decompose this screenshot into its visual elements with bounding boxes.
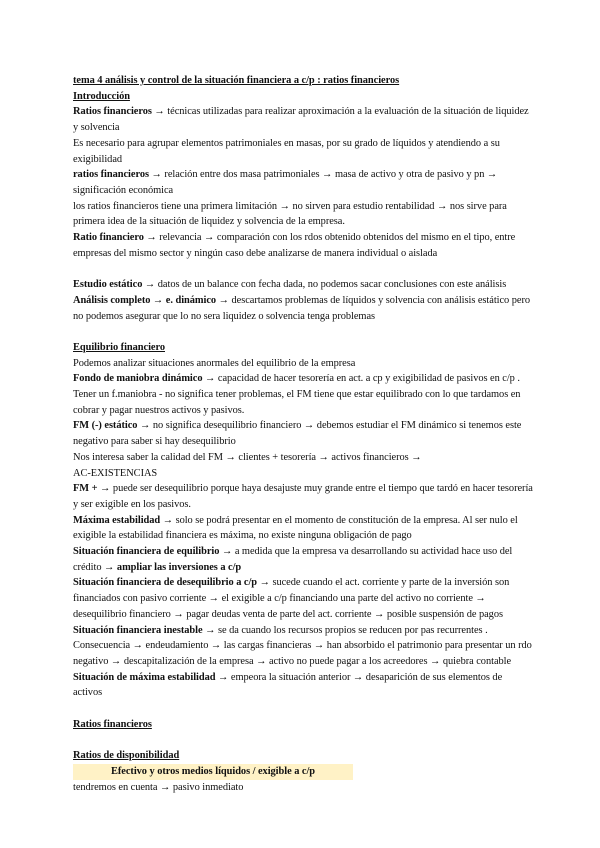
text: → a medida que la empresa va desarrollando su actividad hace uso del crédito: [73, 546, 513, 573]
text: puede ser desequilibrio porque haya desajuste muy grande entre el tiempo que tardó en hacer tesorería y ser exigible en los pasivos.: [73, 483, 533, 510]
text: → descartamos problemas de líquidos y solvencia con análisis estático pero no podemos asegurar que lo no sera liquidez o solvencia tenga problemas: [73, 294, 531, 322]
spacer: [73, 732, 533, 748]
paragraph: [73, 371, 533, 418]
paragraph: Nos interesa saber la calidad del FM → clientes + tesorería → activos financieros →: [73, 451, 422, 463]
text: → técnicas utilizadas para realizar aproximación a la evaluación de la situación de liquidez y solvencia: [73, 106, 529, 134]
term: → ampliar las inversiones a c/p: [104, 561, 242, 573]
term: Estudio estático: [73, 279, 143, 291]
paragraph: [73, 544, 533, 575]
term: Análisis completo → e. dinámico: [73, 294, 217, 306]
paragraph: [73, 418, 533, 449]
term: Situación financiera inestable: [73, 624, 203, 636]
equilibrium-heading: Equilibrio financiero: [73, 341, 165, 353]
paragraph: tendremos en cuenta → pasivo inmediato: [73, 781, 244, 793]
intro-heading: Introducción: [73, 90, 130, 102]
text: → datos de un balance con fecha dada, no podemos sacar conclusiones con este análisis: [142, 279, 507, 291]
term: Fondo de maniobra dinámico: [73, 373, 203, 385]
term: Ratios financieros: [73, 106, 152, 118]
term: Situación financiera de equilibrio: [73, 546, 220, 558]
paragraph: [73, 481, 533, 512]
term: Máxima estabilidad: [73, 514, 161, 526]
term: Ratio financiero: [73, 232, 144, 244]
term: FM + →: [73, 483, 111, 495]
paragraph: [73, 670, 533, 701]
document-page: [73, 73, 533, 795]
text: → relevancia → comparación con los rdos obtenido obtenidos del mismo en el tipo, entre empresas del mismo sector y ningún caso debe analizarse de manera individual o aislada: [73, 232, 516, 259]
text: → empeora la situación anterior → desaparición de sus elementos de activos: [73, 671, 503, 699]
text: → relación entre dos masa patrimoniales → masa de activo y otra de pasivo y pn → significación económica: [73, 169, 498, 196]
term: ratios financieros: [73, 169, 149, 181]
text: → se da cuando los recursos propios se reducen por pas recurrentes . Consecuencia → endeudamiento → las cargas financieras → han absorbido el patrimonio para presentar un rdo negativo → descapitalización de la empresa → activo no puede pagar a los acreedores → quiebra contable: [73, 624, 532, 667]
spacer: [73, 701, 533, 717]
spacer: [73, 324, 533, 340]
paragraph: [73, 104, 533, 135]
term: FM (-) estático: [73, 420, 138, 432]
paragraph: AC-EXISTENCIAS: [73, 467, 158, 479]
availability-heading: Ratios de disponibilidad: [73, 750, 180, 762]
document-title: tema 4 análisis y control de la situación financiera a c/p : ratios financieros: [73, 75, 400, 86]
spacer: [73, 261, 533, 277]
formula-line: [73, 764, 533, 780]
paragraph: Es necesario para agrupar elementos patrimoniales en masas, por su grado de líquidos y atendiendo a su exigibilidad: [73, 137, 500, 165]
paragraph: [73, 623, 533, 670]
text: → sucede cuando el act. corriente y parte de la inversión son financiados con pasivo corriente → el exigible a c/p financiando una parte del activo no corriente → desequilibrio financiero → pagar deudas venta de parte del act. corriente → posible suspensión de pagos: [73, 577, 510, 620]
paragraph: [73, 575, 533, 622]
text: → capacidad de hacer tesorería en act. a cp y exigibilidad de pasivos en c/p . Tener un f.maniobra - no significa tener problemas, el FM tiene que estar equilibrado con lo que tardamos en cobrar y pagar nuestros activos y pasivos.: [73, 373, 521, 416]
text: → no significa desequilibrio financiero → debemos estudiar el FM dinámico si tenemos este negativo para saber si hay desequilibrio: [73, 420, 522, 448]
term: Situación de máxima estabilidad: [73, 671, 216, 683]
ratios-heading: Ratios financieros: [73, 718, 152, 730]
paragraph: Podemos analizar situaciones anormales del equilibrio de la empresa: [73, 357, 356, 369]
term: Situación financiera de desequilibrio a c/p: [73, 577, 258, 589]
paragraph: los ratios financieros tiene una primera limitación → no sirven para estudio rentabilidad → nos sirve para primera idea de la situación de liquidez y solvencia de la empresa.: [73, 200, 507, 228]
paragraph: [73, 167, 533, 198]
formula: Efectivo y otros medios líquidos / exigible a c/p: [73, 764, 353, 780]
paragraph: [73, 277, 533, 324]
paragraph: [73, 230, 533, 261]
paragraph: [73, 513, 533, 544]
text: → solo se podrá presentar en el momento de constitución de la empresa. Al ser nulo el exigible la estabilidad financiera es máxima, no existe ninguna obligación de pago: [73, 514, 518, 542]
